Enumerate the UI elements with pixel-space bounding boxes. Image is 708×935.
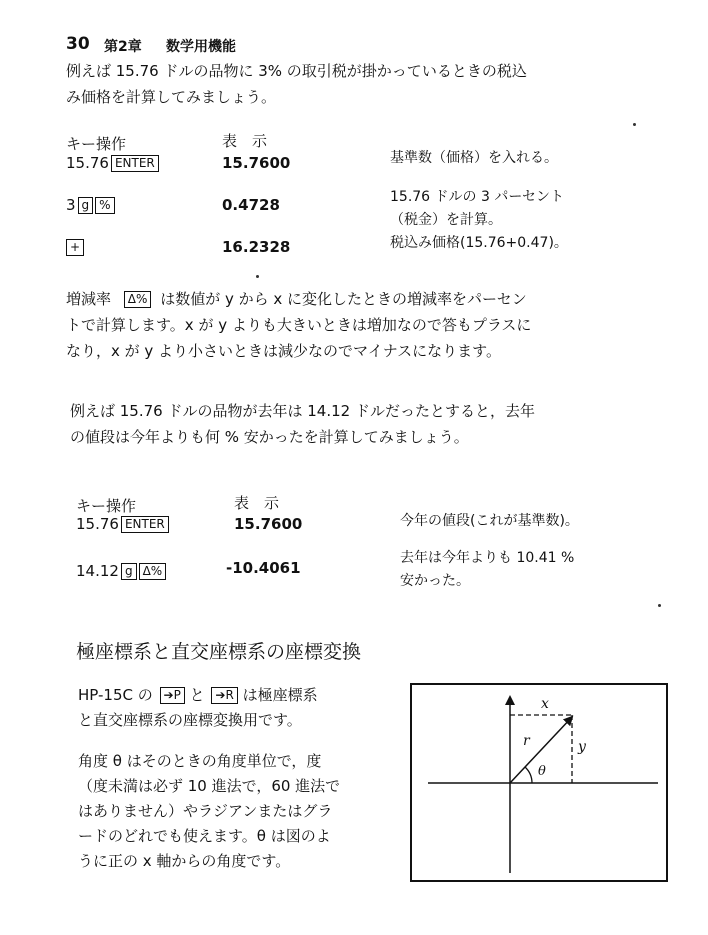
key-sequence (64, 238, 84, 256)
col-header-keys: キー操作 (66, 135, 127, 153)
x-label: x (541, 696, 549, 712)
delta-percent-key: Δ% (124, 291, 152, 308)
percent-change-line2: トで計算します。x が y よりも大きいときは増加なので答もプラスに (66, 316, 532, 334)
key-number: 3 (66, 196, 76, 214)
key-number: 14.12 (76, 562, 119, 580)
text: と (189, 686, 205, 704)
text: は極座標系 (242, 686, 318, 704)
enter-key: ENTER (111, 155, 159, 172)
step-note: 税込み価格(15.76+0.47)。 (390, 235, 568, 251)
polar-line1 (78, 682, 318, 708)
theta-label: θ (538, 764, 546, 779)
step-note: 基準数（価格）を入れる。 (390, 150, 558, 166)
display-value: 15.7600 (234, 515, 303, 533)
example1-intro-line2: み価格を計算してみましょう。 (66, 88, 277, 106)
enter-key: ENTER (121, 516, 169, 533)
key-sequence (76, 515, 169, 533)
example2-intro-line2: の値段は今年よりも何 % 安かったを計算してみましょう。 (70, 428, 469, 446)
y-label: y (578, 739, 586, 755)
term: 増減率 (66, 290, 112, 308)
col-header-display: 表 示 (234, 494, 280, 512)
display-value: -10.4061 (226, 559, 301, 577)
col-header-keys: キー操作 (76, 497, 137, 515)
key-sequence (76, 562, 166, 580)
example1-intro-line1: 例えば 15.76 ドルの品物に 3% の取引税が掛かっているときの税込 (66, 62, 527, 80)
polar-line4: （度未満は必ず 10 進法で，60 進法で (78, 777, 341, 795)
delta-percent-key: Δ% (139, 563, 167, 580)
key-number: 15.76 (76, 515, 119, 533)
polar-line7: うに正の x 軸からの角度です。 (78, 852, 291, 870)
polar-line3: 角度 θ はそのときの角度単位で，度 (78, 752, 322, 770)
key-sequence (66, 196, 115, 214)
polar-coordinate-figure (410, 683, 668, 883)
plus-key: + (66, 239, 84, 256)
percent-key: % (95, 197, 114, 214)
g-key: g (121, 563, 137, 580)
display-value: 15.7600 (222, 154, 291, 172)
polar-line6: ードのどれでも使えます。θ は図のよ (78, 827, 331, 845)
step-note: （税金）を計算。 (390, 212, 502, 228)
step-note: 安かった。 (400, 573, 470, 589)
section-title: 極座標系と直交座標系の座標変換 (76, 641, 362, 663)
percent-change-line3: なり，x が y より小さいときは減少なのでマイナスになります。 (66, 342, 501, 360)
polar-line5: はありません）やラジアンまたはグラ (78, 802, 333, 820)
chapter-label: 第2章 (104, 39, 142, 55)
text: は数値が y から x に変化したときの増減率をパーセン (160, 290, 527, 308)
step-note: 15.76 ドルの 3 パーセント (390, 189, 565, 205)
theta-arc (525, 767, 532, 783)
percent-change-line1 (66, 286, 527, 312)
polar-line2: と直交座標系の座標変換用です。 (78, 711, 302, 729)
step-note: 今年の値段(これが基準数)。 (400, 513, 579, 529)
key-sequence (66, 154, 159, 172)
col-header-display: 表 示 (222, 132, 268, 150)
display-value: 16.2328 (222, 238, 291, 256)
to-rect-key: ➔R (211, 687, 237, 704)
r-label: r (523, 733, 530, 749)
speck (633, 123, 636, 126)
chapter-title: 数学用機能 (166, 39, 236, 55)
g-key: g (78, 197, 94, 214)
speck (256, 275, 259, 278)
text: HP-15C の (78, 686, 153, 704)
example2-intro-line1: 例えば 15.76 ドルの品物が去年は 14.12 ドルだったとすると，去年 (70, 402, 535, 420)
key-number: 15.76 (66, 154, 109, 172)
display-value: 0.4728 (222, 196, 280, 214)
step-note: 去年は今年よりも 10.41 % (400, 550, 575, 566)
page-number: 30 (66, 34, 90, 54)
speck (658, 604, 661, 607)
to-polar-key: ➔P (160, 687, 185, 704)
